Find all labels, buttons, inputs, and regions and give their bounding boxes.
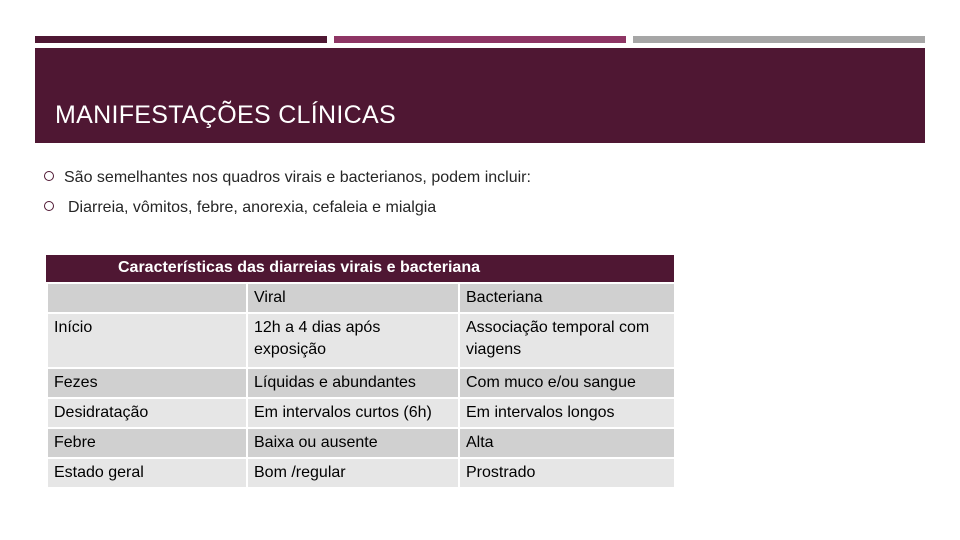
bullet-list [44,168,904,228]
table-cell: Início [47,313,247,368]
column-header: Viral [247,283,459,313]
table-row [47,458,675,488]
top-accent-bar-2 [334,36,626,43]
table-caption-text: Características das diarreias virais e bacteriana [118,259,480,276]
comparison-table [46,255,674,489]
column-header [47,283,247,313]
table-cell: Desidratação [47,398,247,428]
table-row [47,313,675,368]
table-cell: Estado geral [47,458,247,488]
table-cell: Em intervalos curtos (6h) [247,398,459,428]
table-row [47,398,675,428]
title-band [35,48,925,143]
table-caption [46,255,674,282]
column-header: Bacteriana [459,283,675,313]
table-cell: Fezes [47,368,247,398]
data-table [46,282,676,489]
table-cell: Bom /regular [247,458,459,488]
bullet-text: Diarreia, vômitos, febre, anorexia, cefaleia e mialgia [68,199,437,216]
table-cell: 12h a 4 dias após exposição [247,313,459,368]
table-cell: Com muco e/ou sangue [459,368,675,398]
slide-title: MANIFESTAÇÕES CLÍNICAS [55,101,396,129]
bullet-item [44,168,904,198]
top-accent-bar-3 [633,36,925,43]
table-cell: Prostrado [459,458,675,488]
table-cell: Baixa ou ausente [247,428,459,458]
table-cell: Em intervalos longos [459,398,675,428]
top-accent-bar-1 [35,36,327,43]
table-row [47,368,675,398]
table-row [47,428,675,458]
table-header-row [47,283,675,313]
bullet-circle-icon [44,171,54,181]
bullet-item [44,198,904,228]
table-cell: Alta [459,428,675,458]
table-cell: Associação temporal com viagens [459,313,675,368]
table-cell: Líquidas e abundantes [247,368,459,398]
bullet-text: São semelhantes nos quadros virais e bacterianos, podem incluir: [64,169,531,186]
bullet-circle-icon [44,201,54,211]
table-cell: Febre [47,428,247,458]
